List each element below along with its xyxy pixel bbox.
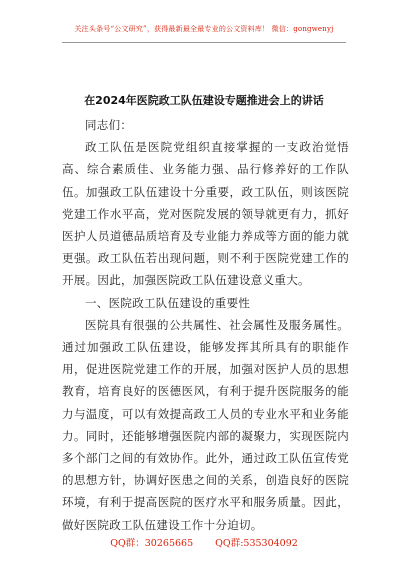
footer-qq-group-2: QQ群:535304092 xyxy=(215,538,298,549)
header-divider xyxy=(62,42,346,43)
document-body xyxy=(62,114,349,536)
section-heading: 一、医院政工队伍建设的重要性 xyxy=(85,295,251,310)
footer-qq-group-1: QQ群：30265665 xyxy=(110,538,194,549)
body-paragraph: 政工队伍是医院党组织直接掌握的一支政治觉悟高、综合素质佳、业务能力强、品行修养好的工作队伍。加强政工队伍建设十分重要，政工队伍，则该医院党建工作水平高，党对医院发展的领导就更有力，抓好医护人员道德品质培育及专业能力养成等方面的能力就更强。政工队伍若出现问题，则不利于医院党建工作的开展。因此，加强医院政工队伍建设意义重大。 xyxy=(62,140,349,288)
document-title: 在2024年医院政工队伍建设专题推进会上的讲话 xyxy=(84,94,324,107)
header-promo-note: 关注头条号“公文研究”，获得最新最全最专业的公文资料库！ 微信：gongwenyj xyxy=(74,25,334,33)
body-paragraph: 医院具有很强的公共属性、社会属性及服务属性。通过加强政工队伍建设，能够发挥其所具有的职能作用，促进医院党建工作的开展，加强对医护人员的思想教育，培育良好的医德医风，有利于提升医院服务的能力与温度，可以有效提高政工人员的专业水平和业务能力。同时，还能够增强医院内部的凝聚力，实现医院内多个部门之间的有效协作。此外，通过政工队伍宣传党的思想方针，协调好医患之间的关系，创造良好的医院环境，有利于提高医院的医疗水平和服务质量。因此，做好医院政工队伍建设工作十分迫切。 xyxy=(62,317,349,532)
salutation: 同志们： xyxy=(85,118,133,132)
footer-qq-groups xyxy=(0,535,408,549)
